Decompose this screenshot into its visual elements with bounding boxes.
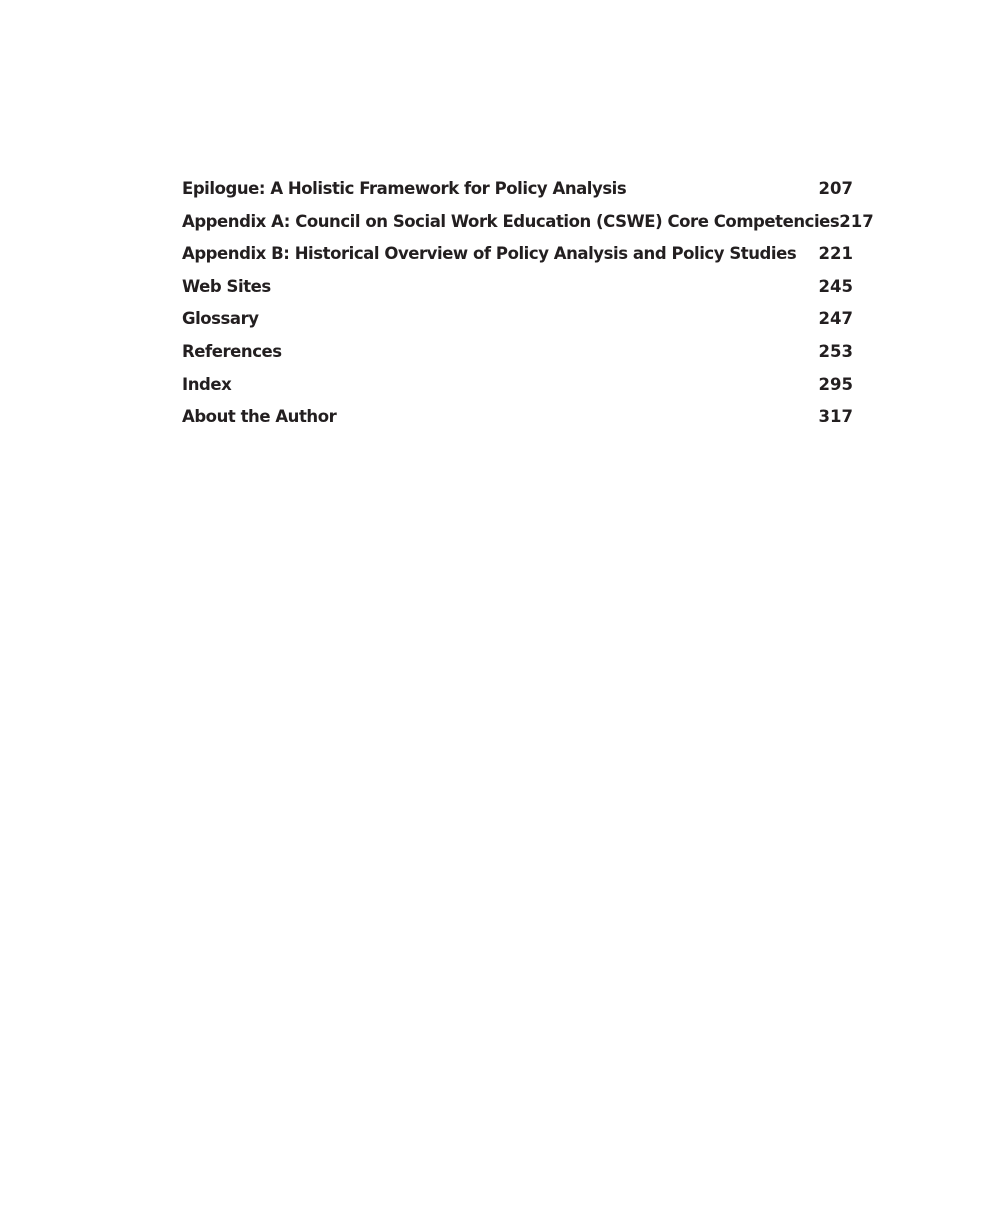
table-of-contents [182, 175, 874, 436]
toc-entry-page-number: 247 [818, 309, 853, 329]
toc-entry-page-number: 221 [818, 244, 853, 264]
toc-entry-title: Appendix B: Historical Overview of Policy Analysis and Policy Studies [182, 244, 797, 264]
toc-entry-web-sites [182, 273, 853, 306]
toc-entry-title: Appendix A: Council on Social Work Education (CSWE) Core Competencies [182, 211, 840, 231]
toc-entry-page-number: 317 [818, 407, 853, 427]
toc-entry-references [182, 338, 853, 371]
toc-entry-page-number: 253 [818, 341, 853, 361]
toc-entry-page-number: 207 [818, 179, 853, 198]
toc-entry-title: Index [182, 374, 232, 394]
toc-entry-about-the-author [182, 403, 853, 436]
toc-entry-title: Epilogue: A Holistic Framework for Policy Analysis [182, 179, 627, 198]
toc-entry-page-number: 245 [818, 276, 853, 296]
toc-entry-glossary [182, 305, 853, 338]
toc-entry-appendix-a [182, 208, 874, 241]
toc-entry-title: About the Author [182, 407, 337, 427]
toc-entry-page-number: 295 [818, 374, 853, 394]
toc-entry-title: Glossary [182, 309, 259, 329]
toc-entry-index [182, 371, 853, 404]
toc-entry-title: Web Sites [182, 276, 271, 296]
toc-entry-appendix-b [182, 240, 853, 273]
toc-entry-title: References [182, 341, 282, 361]
toc-entry-epilogue [182, 175, 853, 208]
toc-entry-page-number: 217 [839, 211, 874, 231]
